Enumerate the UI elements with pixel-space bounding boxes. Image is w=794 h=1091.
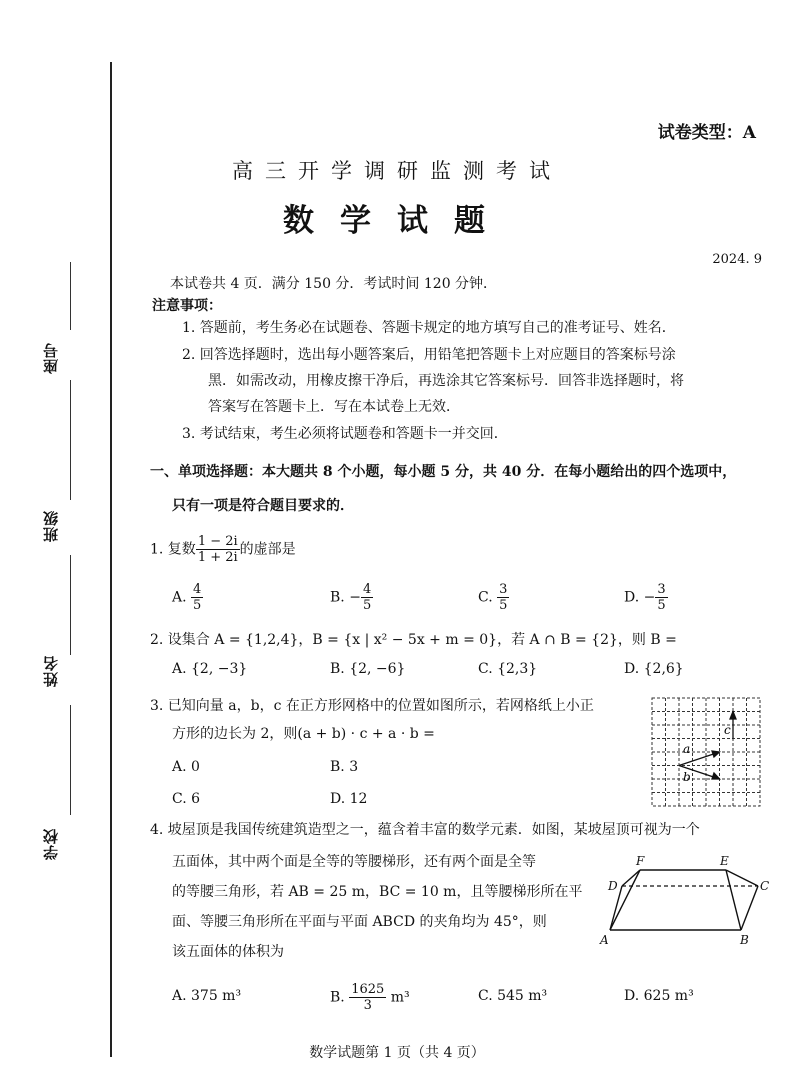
class-label: 班级 bbox=[42, 510, 60, 542]
q4-label-B: B bbox=[740, 933, 749, 947]
q1-option-a: A. $\frac{4}{5}$ bbox=[172, 582, 202, 613]
question-4-line1: 4. 坡屋顶是我国传统建筑造型之一，蕴含着丰富的数学元素．如图，某坡屋顶可视为一个 bbox=[150, 822, 700, 838]
note-2-cont2: 答案写在答题卡上．写在本试卷上无效． bbox=[208, 399, 460, 415]
q2-option-d: D. {2,6} bbox=[624, 661, 684, 677]
section1-heading: 一、单项选择题：本大题共 8 个小题，每小题 5 分，共 40 分．在每小题给出的四个选项中， bbox=[150, 464, 737, 480]
q3-label-c: c bbox=[724, 723, 731, 737]
q1-option-b: B. − $\frac{4}{5}$ bbox=[330, 582, 372, 613]
q3-option-b: B. 3 bbox=[330, 759, 359, 775]
seat-field-line bbox=[70, 262, 71, 330]
q4-label-C: C bbox=[760, 879, 770, 893]
q4-option-d: D. 625 m³ bbox=[624, 988, 694, 1004]
q1-option-c: C. $\frac{3}{5}$ bbox=[478, 582, 508, 613]
exam-subtitle: 高三开学调研监测考试 bbox=[232, 159, 562, 183]
note-2-cont: 黑．如需改动，用橡皮擦干净后，再选涂其它答案标号．回答非选择题时，将 bbox=[208, 373, 684, 389]
q4-label-A: A bbox=[600, 933, 609, 947]
seat-label: 座号 bbox=[42, 342, 60, 374]
question-3-line2: 方形的边长为 2，则(a + b) · c + a · b = bbox=[172, 726, 435, 742]
intro-summary: 本试卷共 4 页．满分 150 分．考试时间 120 分钟． bbox=[170, 276, 498, 292]
question-4-line4: 面、等腰三角形所在平面与平面 ABCD 的夹角均为 45°，则 bbox=[172, 914, 547, 930]
q3-option-d: D. 12 bbox=[330, 791, 368, 807]
q4-roof-figure bbox=[598, 852, 773, 947]
q3-label-a: a bbox=[683, 742, 691, 756]
paper-type: 试卷类型：A bbox=[657, 123, 756, 143]
question-3-line1: 3. 已知向量 a，b，c 在正方形网格中的位置如图所示，若网格纸上小正 bbox=[150, 698, 594, 714]
q1-prefix: 1. 复数 bbox=[150, 541, 196, 558]
question-4-line5: 该五面体的体积为 bbox=[172, 944, 284, 960]
q4-label-E: E bbox=[720, 854, 729, 868]
q3-option-c: C. 6 bbox=[172, 791, 201, 807]
question-4-line2: 五面体，其中两个面是全等的等腰梯形，还有两个面是全等 bbox=[172, 854, 536, 870]
q1-fraction: $\frac{1 - 2i}{1 + 2i}$ bbox=[197, 534, 238, 565]
exam-date: 2024. 9 bbox=[712, 252, 762, 267]
school-label: 学校 bbox=[42, 828, 60, 860]
q3-label-b: b bbox=[683, 770, 691, 784]
name-label: 姓名 bbox=[42, 655, 60, 687]
question-1 bbox=[150, 534, 296, 565]
q4-label-D: D bbox=[608, 879, 618, 893]
q1-option-d: D. − $\frac{3}{5}$ bbox=[624, 582, 666, 613]
question-4-line3: 的等腰三角形，若 AB = 25 m，BC = 10 m，且等腰梯形所在平 bbox=[172, 884, 583, 900]
q4-option-a: A. 375 m³ bbox=[172, 988, 242, 1004]
q2-option-c: C. {2,3} bbox=[478, 661, 538, 677]
name-field-line bbox=[70, 555, 71, 655]
q1-suffix: 的虚部是 bbox=[239, 541, 296, 558]
q4-option-b: B. $\frac{1625}{3}$ m³ bbox=[330, 982, 410, 1013]
q4-label-F: F bbox=[636, 854, 645, 868]
note-3: 3. 考试结束，考生必须将试题卷和答题卡一并交回． bbox=[182, 426, 508, 442]
notes-heading: 注意事项： bbox=[152, 298, 222, 314]
q3-option-a: A. 0 bbox=[172, 759, 200, 775]
q3-vector-grid-figure bbox=[650, 696, 765, 811]
note-1: 1. 答题前，考生务必在试题卷、答题卡规定的地方填写自己的准考证号、姓名． bbox=[182, 320, 676, 336]
page-footer: 数学试题第 1 页（共 4 页） bbox=[309, 1045, 485, 1061]
q2-option-b: B. {2, −6} bbox=[330, 661, 406, 677]
section1-heading-2: 只有一项是符合题目要求的． bbox=[172, 498, 354, 514]
q4-option-c: C. 545 m³ bbox=[478, 988, 548, 1004]
q2-option-a: A. {2, −3} bbox=[172, 661, 248, 677]
class-field-line bbox=[70, 380, 71, 500]
question-2: 2. 设集合 A = {1,2,4}，B = {x | x² − 5x + m = 0}，若 A ∩ B = {2}，则 B = bbox=[150, 632, 677, 648]
school-field-line bbox=[70, 705, 71, 815]
note-2: 2. 回答选择题时，选出每小题答案后，用铅笔把答题卡上对应题目的答案标号涂 bbox=[182, 347, 676, 363]
exam-title: 数学试题 bbox=[283, 203, 511, 239]
